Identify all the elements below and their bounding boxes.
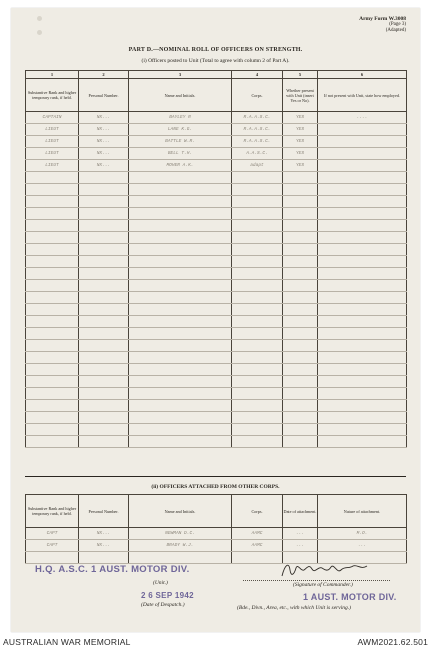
blank-table-row bbox=[26, 352, 407, 364]
table-cell: A.A.S.C. bbox=[232, 148, 283, 160]
table-cell bbox=[79, 400, 129, 412]
table-cell bbox=[283, 208, 318, 220]
table-cell bbox=[129, 172, 232, 184]
blank-table-row bbox=[26, 208, 407, 220]
table-cell bbox=[79, 316, 129, 328]
table-cell: LIEUT bbox=[26, 160, 79, 172]
table-cell bbox=[318, 388, 407, 400]
column-number: 1 bbox=[26, 71, 79, 79]
table-cell bbox=[318, 160, 407, 172]
unit-caption: (Unit.) bbox=[153, 580, 168, 586]
table-cell: NX... bbox=[79, 112, 129, 124]
table-cell bbox=[79, 280, 129, 292]
blank-table-row bbox=[26, 376, 407, 388]
table-cell: CAPTAIN bbox=[26, 112, 79, 124]
column-number-row bbox=[26, 71, 407, 79]
blank-table-row bbox=[26, 280, 407, 292]
table-row bbox=[26, 112, 407, 124]
table-cell bbox=[129, 376, 232, 388]
table-cell bbox=[232, 352, 283, 364]
table-cell bbox=[26, 364, 79, 376]
header-row bbox=[26, 79, 407, 112]
table-cell bbox=[26, 400, 79, 412]
table-cell bbox=[129, 244, 232, 256]
blank-table-row bbox=[26, 424, 407, 436]
table-cell bbox=[318, 400, 407, 412]
table-cell bbox=[79, 220, 129, 232]
table-cell bbox=[129, 316, 232, 328]
header-employment: If not present with Unit, state how employed. bbox=[318, 79, 407, 112]
table-cell bbox=[232, 232, 283, 244]
table-cell bbox=[283, 424, 318, 436]
section-divider bbox=[25, 476, 406, 477]
blank-table-row bbox=[26, 328, 407, 340]
table-cell bbox=[232, 208, 283, 220]
column-number: 4 bbox=[232, 71, 283, 79]
table-cell: ... bbox=[283, 540, 318, 552]
table-cell: NX... bbox=[79, 528, 129, 540]
form-sheet bbox=[11, 8, 420, 632]
table-cell bbox=[129, 340, 232, 352]
table-cell bbox=[26, 424, 79, 436]
table-cell: LIEUT bbox=[26, 136, 79, 148]
blank-table-row bbox=[26, 196, 407, 208]
table-cell bbox=[26, 256, 79, 268]
blank-table-row bbox=[26, 304, 407, 316]
table-cell: NX... bbox=[79, 148, 129, 160]
table-cell bbox=[283, 244, 318, 256]
table-cell bbox=[283, 292, 318, 304]
officers-on-strength-table bbox=[25, 70, 407, 448]
table-cell bbox=[26, 220, 79, 232]
table-cell bbox=[232, 268, 283, 280]
table-cell bbox=[318, 220, 407, 232]
table-cell bbox=[79, 412, 129, 424]
table-cell: YES bbox=[283, 112, 318, 124]
table-cell bbox=[232, 376, 283, 388]
table-cell bbox=[79, 376, 129, 388]
header-personal-number: Personal Number. bbox=[79, 79, 129, 112]
commander-caption: (Signature of Commander.) bbox=[293, 582, 353, 588]
section2-title: (ii) OFFICERS ATTACHED FROM OTHER CORPS. bbox=[151, 484, 280, 490]
table-cell bbox=[283, 256, 318, 268]
header-corps: Corps. bbox=[232, 495, 283, 528]
table-cell bbox=[283, 184, 318, 196]
table-cell bbox=[283, 280, 318, 292]
header-present: Whether present with Unit (insert Yes or No). bbox=[283, 79, 318, 112]
table-cell: BAYLEY R bbox=[129, 112, 232, 124]
table-cell bbox=[283, 412, 318, 424]
table-cell bbox=[283, 364, 318, 376]
table-cell bbox=[129, 196, 232, 208]
footer-accession-number: AWM2021.62.501 bbox=[357, 637, 428, 647]
table-cell bbox=[283, 304, 318, 316]
footer-institution: AUSTRALIAN WAR MEMORIAL bbox=[3, 637, 131, 647]
table-cell bbox=[283, 196, 318, 208]
table-cell bbox=[79, 268, 129, 280]
table-cell bbox=[283, 388, 318, 400]
table-cell bbox=[232, 196, 283, 208]
table-cell bbox=[129, 220, 232, 232]
table-cell bbox=[232, 172, 283, 184]
table-cell bbox=[232, 436, 283, 448]
section1-title: (i) Officers posted to Unit (Total to agree with column 2 of Part A). bbox=[141, 58, 290, 64]
table-cell bbox=[129, 256, 232, 268]
table-cell: R.A.A.S.C. bbox=[232, 112, 283, 124]
table-cell bbox=[129, 268, 232, 280]
blank-table-row bbox=[26, 436, 407, 448]
table-cell bbox=[232, 292, 283, 304]
table-cell: BATTLE W.R. bbox=[129, 136, 232, 148]
table-cell bbox=[26, 208, 79, 220]
table-cell: M.O. bbox=[318, 528, 407, 540]
table-cell bbox=[318, 280, 407, 292]
column-number: 5 bbox=[283, 71, 318, 79]
table-cell bbox=[26, 388, 79, 400]
table-cell bbox=[283, 352, 318, 364]
header-name: Name and Initials. bbox=[129, 79, 232, 112]
table-cell bbox=[318, 424, 407, 436]
table-row bbox=[26, 148, 407, 160]
table-cell bbox=[79, 244, 129, 256]
table-cell bbox=[79, 208, 129, 220]
blank-table-row bbox=[26, 316, 407, 328]
table-cell bbox=[318, 196, 407, 208]
table-cell bbox=[283, 220, 318, 232]
table-cell bbox=[79, 388, 129, 400]
table-cell: NX... bbox=[79, 160, 129, 172]
table-row bbox=[26, 540, 407, 552]
table-cell bbox=[232, 304, 283, 316]
table-cell bbox=[318, 292, 407, 304]
table-cell bbox=[283, 316, 318, 328]
table-cell bbox=[318, 376, 407, 388]
header-name: Name and Initials. bbox=[129, 495, 232, 528]
table-cell bbox=[283, 268, 318, 280]
table-cell bbox=[26, 196, 79, 208]
table-cell bbox=[26, 292, 79, 304]
table-cell bbox=[79, 340, 129, 352]
table-cell: MOHER A.K. bbox=[129, 160, 232, 172]
attached-officers-table bbox=[25, 494, 407, 564]
table-cell: AAMC bbox=[232, 540, 283, 552]
table-cell: YES bbox=[283, 160, 318, 172]
table-cell bbox=[26, 376, 79, 388]
table-cell bbox=[26, 436, 79, 448]
table-cell: R.A.A.S.C. bbox=[232, 124, 283, 136]
table-cell bbox=[129, 280, 232, 292]
table-cell: YES bbox=[283, 148, 318, 160]
table-cell: ... bbox=[283, 528, 318, 540]
table-cell bbox=[26, 184, 79, 196]
table-cell bbox=[129, 292, 232, 304]
table-cell bbox=[79, 328, 129, 340]
table-cell bbox=[232, 424, 283, 436]
form-number: Army Form W.3008 bbox=[359, 16, 406, 22]
table-cell bbox=[232, 244, 283, 256]
table-cell bbox=[318, 136, 407, 148]
table-cell bbox=[318, 412, 407, 424]
blank-table-row bbox=[26, 268, 407, 280]
table-cell bbox=[129, 424, 232, 436]
table-cell bbox=[79, 424, 129, 436]
table-cell: AAMC bbox=[232, 528, 283, 540]
table-cell bbox=[318, 364, 407, 376]
table-cell bbox=[283, 172, 318, 184]
table-cell bbox=[232, 220, 283, 232]
blank-table-row bbox=[26, 388, 407, 400]
despatch-caption: (Date of Despatch.) bbox=[141, 602, 185, 608]
table-cell bbox=[318, 208, 407, 220]
table-cell bbox=[79, 304, 129, 316]
table-cell: YES bbox=[283, 124, 318, 136]
table-cell bbox=[26, 340, 79, 352]
table-cell bbox=[318, 184, 407, 196]
table-cell bbox=[318, 328, 407, 340]
column-number: 6 bbox=[318, 71, 407, 79]
table-cell bbox=[79, 364, 129, 376]
table-cell bbox=[129, 364, 232, 376]
table-cell bbox=[232, 400, 283, 412]
table-cell: ... bbox=[318, 540, 407, 552]
table-cell bbox=[26, 268, 79, 280]
table-cell bbox=[129, 208, 232, 220]
table-cell bbox=[26, 352, 79, 364]
table-cell bbox=[129, 400, 232, 412]
table-cell bbox=[318, 232, 407, 244]
header-rank: Substantive Rank and higher temporary rank, if held. bbox=[26, 495, 79, 528]
header-corps: Corps. bbox=[232, 79, 283, 112]
table-row bbox=[26, 136, 407, 148]
column-number: 2 bbox=[79, 71, 129, 79]
table-cell bbox=[26, 304, 79, 316]
table-cell bbox=[318, 352, 407, 364]
table-cell bbox=[283, 340, 318, 352]
table-cell bbox=[232, 184, 283, 196]
table-cell bbox=[318, 148, 407, 160]
table-cell bbox=[79, 184, 129, 196]
table-cell: YES bbox=[283, 136, 318, 148]
table-cell: LIEUT bbox=[26, 148, 79, 160]
table-cell bbox=[26, 552, 79, 564]
table-cell bbox=[318, 124, 407, 136]
blank-table-row bbox=[26, 244, 407, 256]
header-nature-attachment: Nature of attachment. bbox=[318, 495, 407, 528]
table-cell bbox=[318, 436, 407, 448]
table-cell: .... bbox=[318, 112, 407, 124]
table-cell bbox=[129, 232, 232, 244]
blank-table-row bbox=[26, 172, 407, 184]
table-cell bbox=[26, 412, 79, 424]
binding-hole bbox=[37, 30, 42, 35]
form-adapted: (Adapted) bbox=[385, 28, 406, 33]
column-number: 3 bbox=[129, 71, 232, 79]
table-cell bbox=[79, 256, 129, 268]
table-cell bbox=[79, 292, 129, 304]
header-row bbox=[26, 495, 407, 528]
table-cell bbox=[26, 280, 79, 292]
table-cell: R.A.A.S.C. bbox=[232, 136, 283, 148]
table-cell bbox=[318, 244, 407, 256]
table-cell: adapt bbox=[232, 160, 283, 172]
table-cell bbox=[283, 232, 318, 244]
table-cell: BRADY W.J. bbox=[129, 540, 232, 552]
formation-stamp: 1 AUST. MOTOR DIV. bbox=[303, 592, 397, 602]
table-cell bbox=[232, 256, 283, 268]
table-cell bbox=[318, 172, 407, 184]
table-cell bbox=[79, 352, 129, 364]
signature-line bbox=[243, 580, 390, 581]
table-cell bbox=[232, 364, 283, 376]
table-cell bbox=[283, 436, 318, 448]
table-cell bbox=[129, 388, 232, 400]
blank-table-row bbox=[26, 340, 407, 352]
table-cell bbox=[79, 552, 129, 564]
binding-hole bbox=[37, 16, 42, 21]
table-cell bbox=[232, 388, 283, 400]
table-cell bbox=[26, 244, 79, 256]
header-personal-number: Personal Number. bbox=[79, 495, 129, 528]
form-page: (Page 3) bbox=[389, 22, 406, 27]
blank-table-row bbox=[26, 184, 407, 196]
blank-table-row bbox=[26, 400, 407, 412]
table-row bbox=[26, 528, 407, 540]
table-cell bbox=[232, 280, 283, 292]
table-cell bbox=[129, 304, 232, 316]
table-cell: NX... bbox=[79, 124, 129, 136]
blank-table-row bbox=[26, 364, 407, 376]
part-title: PART D.—NOMINAL ROLL OF OFFICERS ON STRENGTH. bbox=[128, 47, 303, 53]
date-stamp: 2 6 SEP 1942 bbox=[141, 591, 194, 600]
table-cell bbox=[129, 436, 232, 448]
blank-table-row bbox=[26, 220, 407, 232]
table-cell bbox=[79, 436, 129, 448]
table-cell: NX... bbox=[79, 136, 129, 148]
table-cell bbox=[79, 232, 129, 244]
table-cell bbox=[232, 412, 283, 424]
table-cell bbox=[129, 552, 232, 564]
table-cell bbox=[26, 328, 79, 340]
table-cell bbox=[129, 184, 232, 196]
commander-signature bbox=[279, 560, 369, 580]
table-cell bbox=[232, 328, 283, 340]
table-cell bbox=[129, 352, 232, 364]
table-cell: CAPT bbox=[26, 528, 79, 540]
table-cell: CAPT bbox=[26, 540, 79, 552]
table-cell bbox=[26, 172, 79, 184]
table-cell: BELL T.H. bbox=[129, 148, 232, 160]
formation-caption: (Bde., Divn., Area, etc., with which Unit is serving.) bbox=[237, 605, 351, 611]
table-cell bbox=[318, 268, 407, 280]
table-cell bbox=[283, 400, 318, 412]
unit-stamp: H.Q. A.S.C. 1 AUST. MOTOR DIV. bbox=[35, 564, 190, 575]
table-cell bbox=[232, 316, 283, 328]
table-row bbox=[26, 124, 407, 136]
blank-table-row bbox=[26, 292, 407, 304]
table-row bbox=[26, 160, 407, 172]
table-cell bbox=[283, 328, 318, 340]
header-rank: Substantive Rank and higher temporary rank, if held. bbox=[26, 79, 79, 112]
table-cell: LANE K.G. bbox=[129, 124, 232, 136]
header-date-attachment: Date of attachment. bbox=[283, 495, 318, 528]
table-cell bbox=[79, 196, 129, 208]
table-cell bbox=[318, 304, 407, 316]
table-cell bbox=[232, 340, 283, 352]
table-cell bbox=[318, 316, 407, 328]
table-cell bbox=[26, 316, 79, 328]
form-identifier bbox=[359, 16, 406, 34]
table-cell: LIEUT bbox=[26, 124, 79, 136]
table-cell: NX... bbox=[79, 540, 129, 552]
table-cell bbox=[129, 328, 232, 340]
table-cell bbox=[129, 412, 232, 424]
table-cell bbox=[318, 340, 407, 352]
table-cell bbox=[26, 232, 79, 244]
table-cell bbox=[283, 376, 318, 388]
blank-table-row bbox=[26, 256, 407, 268]
table-cell bbox=[232, 552, 283, 564]
blank-table-row bbox=[26, 232, 407, 244]
table-cell bbox=[79, 172, 129, 184]
table-cell bbox=[318, 256, 407, 268]
table-cell: NEWMAN D.C. bbox=[129, 528, 232, 540]
blank-table-row bbox=[26, 412, 407, 424]
